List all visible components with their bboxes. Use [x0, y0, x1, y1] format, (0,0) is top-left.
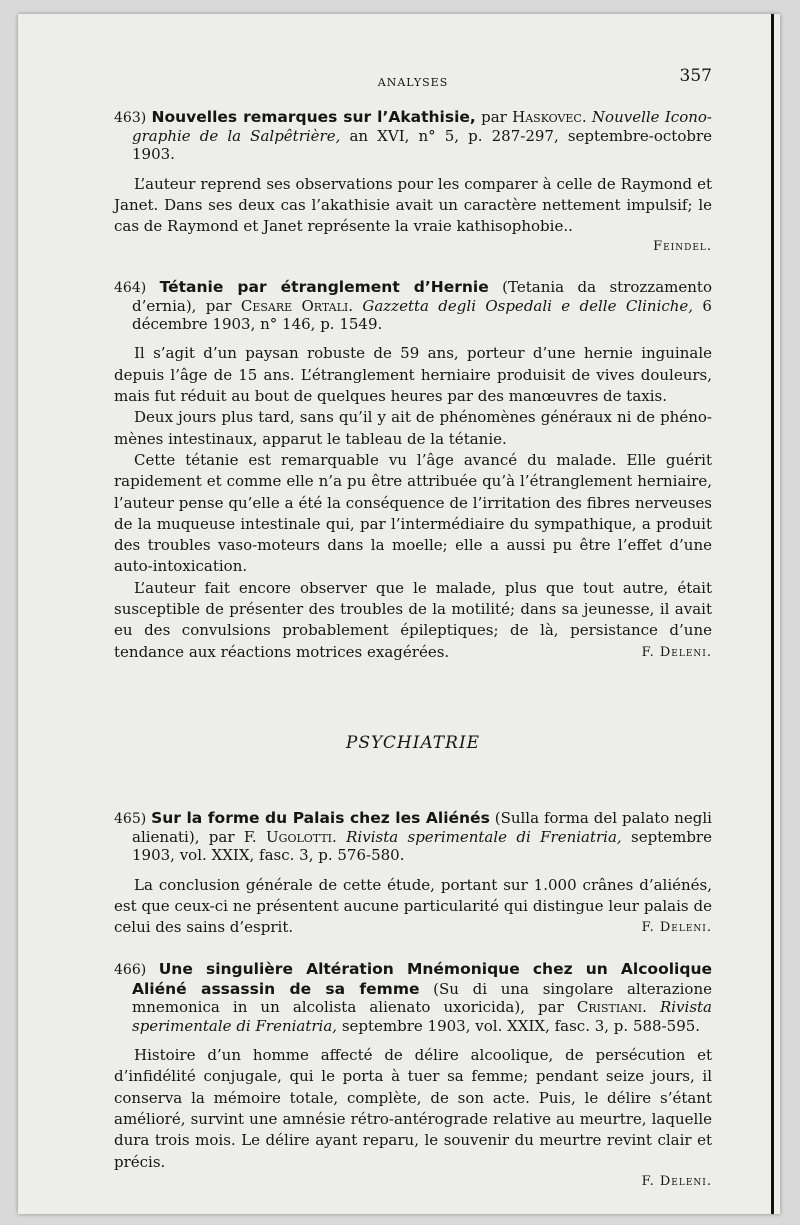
article-journal: Rivista sperimentale di Freniatria, [336, 827, 622, 846]
page-content [114, 66, 713, 1191]
article-paragraph: Histoire d’un homme affecté de délire alcoolique, de persécution et d’infidélité conjugale, qui le porta à tuer sa femme; pendant seize jours, il conserva la mémoire totale, complète, de son acte. Puis, le délire s’étant amélioré, survint une amnésie rétro-antérograde relative au meurtre, laquelle dura trois mois. Le délire ayant reparu, le souvenir du meurtre revint clair et précis. [114, 1046, 712, 1171]
article-author: Cesare Ortali. [240, 296, 353, 315]
section-title: PSYCHIATRIE [345, 732, 481, 753]
article-title: Tétanie par étranglement d’Hernie [159, 277, 489, 296]
article-paragraph: Il s’agit d’un paysan robuste de 59 ans, porteur d’une hernie inguinale depuis l’âge de 15 ans. L’étranglement herniaire produisit de vives douleurs, mais fut réduit au bout de quelques heures par des manœuvres de taxis. [114, 344, 712, 406]
article-number: 463) [114, 110, 147, 126]
article-journal: Gazzetta degli Ospedali e delle Cliniche, [353, 296, 694, 315]
article-paragraph: Cette tétanie est remarquable vu l’âge avancé du malade. Elle guérit rapidement et comme elle n’a pu être attribuée qu’à l’étranglement herniaire, l’auteur pense qu’elle a été la conséquence de l’irritation des fibres nerveuses de la muqueuse intestinale qui, par l’intermédiaire du sympathique, a produit des troubles vaso-moteurs dans la moelle; elle a aussi pu être l’effet d’une auto-intoxication. [114, 450, 712, 576]
page [18, 14, 780, 1214]
article-reference: an XVI, n° 5, p. 287-297, septembre-octobre 1903. [132, 127, 713, 164]
article-reference: septembre 1903, vol. XXIX, fasc. 3, p. 588-595. [337, 1016, 701, 1035]
article-paragraph-text: L’auteur fait encore observer que le malade, plus que tout autre, était susceptible de présenter des troubles de la motilité; dans sa jeunesse, il avait eu des convulsions probablement épileptiques; de là, persistance d’une tendance aux réactions motrices exagérées. [114, 578, 712, 661]
article-author: Cristiani. [576, 998, 647, 1017]
article-heading [114, 278, 712, 334]
article-original-title: (Tetania da strozzamento d’ernia), par [132, 277, 712, 315]
article-465 [114, 809, 712, 939]
running-head-title: ANALYSES [377, 76, 449, 89]
page-number: 357 [679, 66, 712, 86]
article-title: Une singulière Altération Mnémonique chez un Alcoolique Aliéné assassin de sa femme [132, 960, 712, 998]
article-journal: Nouvelle Iconographie de la Salpêtrière, [132, 108, 712, 146]
article-journal: Rivista sperimentale di Freniatria, [132, 998, 712, 1035]
article-464 [114, 278, 712, 663]
article-heading [114, 108, 712, 164]
article-heading [114, 960, 712, 1035]
article-paragraph-text: La conclusion générale de cette étude, portant sur 1.000 crânes d’aliénés, est que ceux-ci ne présentent aucune particularité qui distingue leur palais de celui des sains d’esprit. [114, 875, 712, 937]
article-signature: Feindel. [653, 238, 712, 254]
article-number: 465) [114, 810, 147, 827]
running-head [114, 66, 712, 94]
article-heading [114, 809, 712, 865]
article-paragraph: L’auteur reprend ses observations pour les comparer à celle de Raymond et Janet. Dans ses deux cas l’akathisie avait un caractère nettement impulsif; le cas de Raymond et Janet représente la vraie kathisophobie.. [114, 174, 712, 236]
article-signature: F. Deleni. [641, 920, 712, 936]
article-title: Sur la forme du Palais chez les Aliénés [151, 808, 490, 827]
article-title: Nouvelles remarques sur l’Akathisie, [151, 108, 476, 126]
article-paragraph [114, 875, 712, 939]
article-466 [114, 960, 712, 1191]
article-by: par [475, 108, 513, 126]
article-reference: septembre 1903, vol. XXIX, fasc. 3, p. 576-580. [132, 827, 712, 865]
article-463 [114, 108, 712, 256]
article-original-title: (Su di una singolare alterazione mnemonica in un alcolista alienato uxoricida), par [132, 979, 712, 1017]
article-number: 464) [114, 279, 147, 296]
article-reference: 6 décembre 1903, n° 146, p. 1549. [132, 296, 712, 334]
article-author: Ugolotti. [266, 827, 337, 846]
article-signature: F. Deleni. [641, 1173, 712, 1189]
article-paragraph: Deux jours plus tard, sans qu’il y ait de phénomènes généraux ni de phénomènes intestinaux, apparut le tableau de la tétanie. [114, 408, 712, 448]
article-original-title: (Sulla forma del palato negli alienati), par F. [132, 808, 712, 846]
article-author: Haskovec. [512, 108, 587, 126]
article-number: 466) [114, 962, 147, 979]
article-paragraph [114, 578, 712, 663]
article-signature: F. Deleni. [641, 644, 712, 660]
